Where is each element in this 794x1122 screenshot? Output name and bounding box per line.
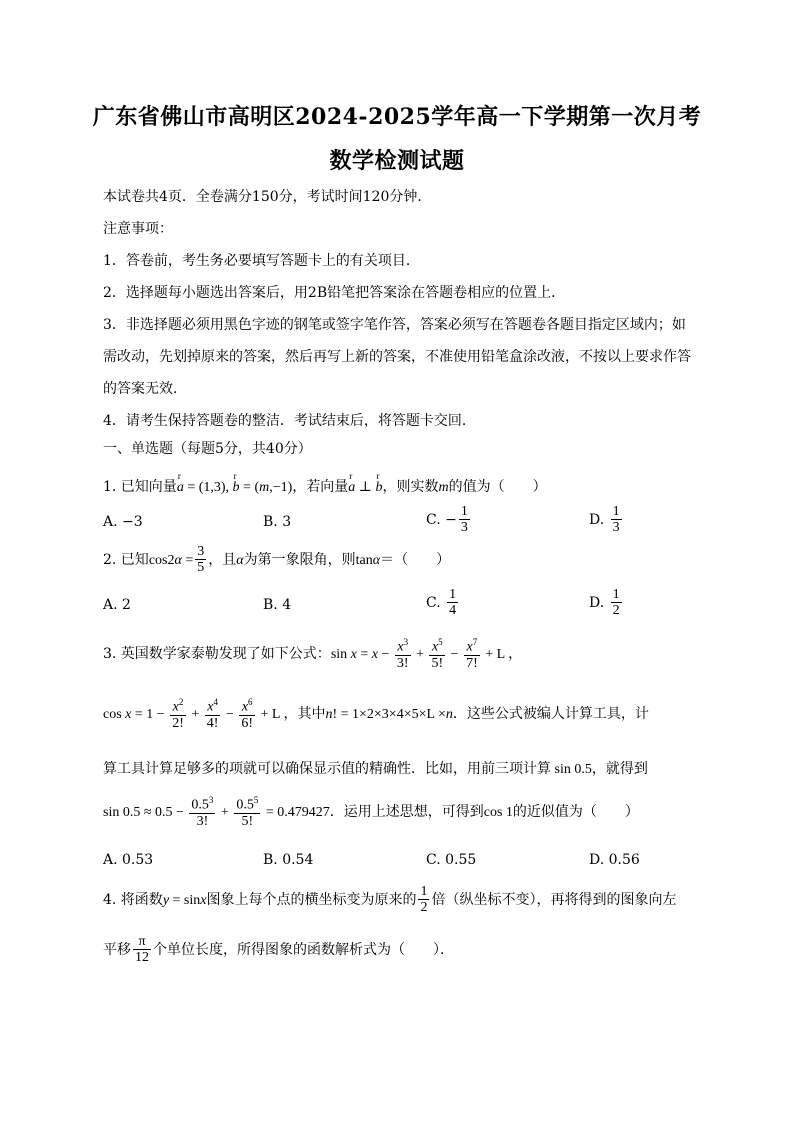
q1-perp-formula: a r ⊥ b r	[348, 471, 383, 495]
question-3-line3: 算工具计算足够多的项就可以确保显示值的精确性．比如，用前三项计算 sin 0.5，就得到	[103, 761, 648, 777]
q2-option-c: C. $\frac{1}{4}$	[426, 587, 457, 619]
q3-option-c: C. 0.55	[426, 852, 477, 868]
q2-option-a: A. 2	[103, 597, 131, 613]
q1-tail: 的值为（ ）	[448, 479, 547, 495]
sin-taylor-formula: sin x = x − $\frac{x^3}{3!}$ + $\frac{x^5}{5!}$ − $\frac{x^7}{7!}$ + L ，	[330, 637, 523, 672]
exam-title-line1: 广东省佛山市高明区2024-2025学年高一下学期第一次月考	[92, 104, 702, 130]
q1-suffix: ，则实数	[382, 479, 439, 495]
note-3b: 需改动，先划掉原来的答案，然后再写上新的答案，不准使用铅笔盒涂改液，不按以上要求作答	[103, 349, 691, 365]
q1-prefix: 1. 已知向量	[103, 479, 177, 495]
q1-option-b: B. 3	[263, 514, 292, 530]
q1-option-c: C. − $\frac{1}{3}$	[426, 504, 468, 536]
question-3-line2: cos x = 1 − $\frac{x^2}{2!}$ + $\frac{x^4}{4!}$ − $\frac{x^6}{6!}$ + L ，其中n! = 1×2×3×4×5×L ×n．这些公式被编人计算工具，计	[103, 697, 649, 732]
question-4-line2: 平移 $\frac{\pi}{12}$ 个单位长度，所得图象的函数解析式为（ ）．	[103, 934, 454, 966]
question-3-line4: sin 0.5 ≈ 0.5 − $\frac{0.5^3}{3!}$ + $\frac{0.5^5}{5!}$ = 0.479427．运用上述思想，可得到cos 1的近似值为（ ）	[103, 795, 639, 830]
notes-heading: 注意事项：	[103, 221, 173, 237]
note-3a: 3．非选择题必须用黑色字迹的钢笔或签字笔作答，答案必须写在答题卷各题目指定区域内；如	[103, 317, 686, 333]
question-4-line1: 4. 将函数y = sinx图象上每个点的横坐标变为原来的 $\frac{1}{2}$ 倍（纵坐标不变），再将得到的图象向左	[103, 884, 677, 916]
factorial-formula: n! = 1×2×3×4×5×L ×n	[325, 706, 453, 722]
question-3-line1: 3. 英国数学家泰勒发现了如下公式：sin x = x − $\frac{x^3}{3!}$ + $\frac{x^5}{5!}$ − $\frac{x^7}{7!}$ + L ，	[103, 637, 523, 672]
q1-option-a: A. −3	[103, 514, 143, 530]
q2-option-d: D. $\frac{1}{2}$	[589, 587, 620, 619]
q1-var-m: m	[438, 480, 449, 495]
question-2: 2. 已知cos2α = $\frac{3}{5}$ ，且α为第一象限角，则tanα＝（ ）	[103, 544, 451, 576]
q3-option-b: B. 0.54	[263, 852, 314, 868]
q3-option-d: D. 0.56	[589, 852, 640, 868]
note-4: 4．请考生保持答题卷的整洁．考试结束后，将答题卡交回．	[103, 413, 476, 429]
question-1	[103, 471, 547, 496]
cos-taylor-formula: cos x = 1 − $\frac{x^2}{2!}$ + $\frac{x^4}{4!}$ − $\frac{x^6}{6!}$ + L	[103, 697, 284, 732]
q2-cos-formula: cos2α =	[148, 552, 194, 568]
q1-condition: ，若向量	[292, 479, 349, 495]
note-3c: 的答案无效．	[103, 381, 187, 397]
note-2: 2．选择题每小题选出答案后，用2B铅笔把答案涂在答题卷相应的位置上．	[103, 285, 566, 301]
note-1: 1．答卷前，考生务必要填写答题卡上的有关项目．	[103, 253, 420, 269]
q2-option-b: B. 4	[263, 597, 292, 613]
q1-vectors-formula: a r = (1,3), b r = (m,−1)	[176, 471, 293, 495]
q1-option-d: D. $\frac{1}{3}$	[589, 504, 620, 536]
exam-intro: 本试卷共4页．全卷满分150分，考试时间120分钟．	[103, 189, 432, 205]
sin-approx-formula: sin 0.5 ≈ 0.5 − $\frac{0.5^3}{3!}$ + $\frac{0.5^5}{5!}$ = 0.479427	[103, 795, 330, 830]
q3-option-a: A. 0.53	[103, 852, 154, 868]
q4-function: y = sinx	[162, 892, 207, 908]
exam-title-line2: 数学检测试题	[329, 148, 465, 174]
section-heading: 一、单选题（每题5分，共40分）	[103, 441, 312, 457]
